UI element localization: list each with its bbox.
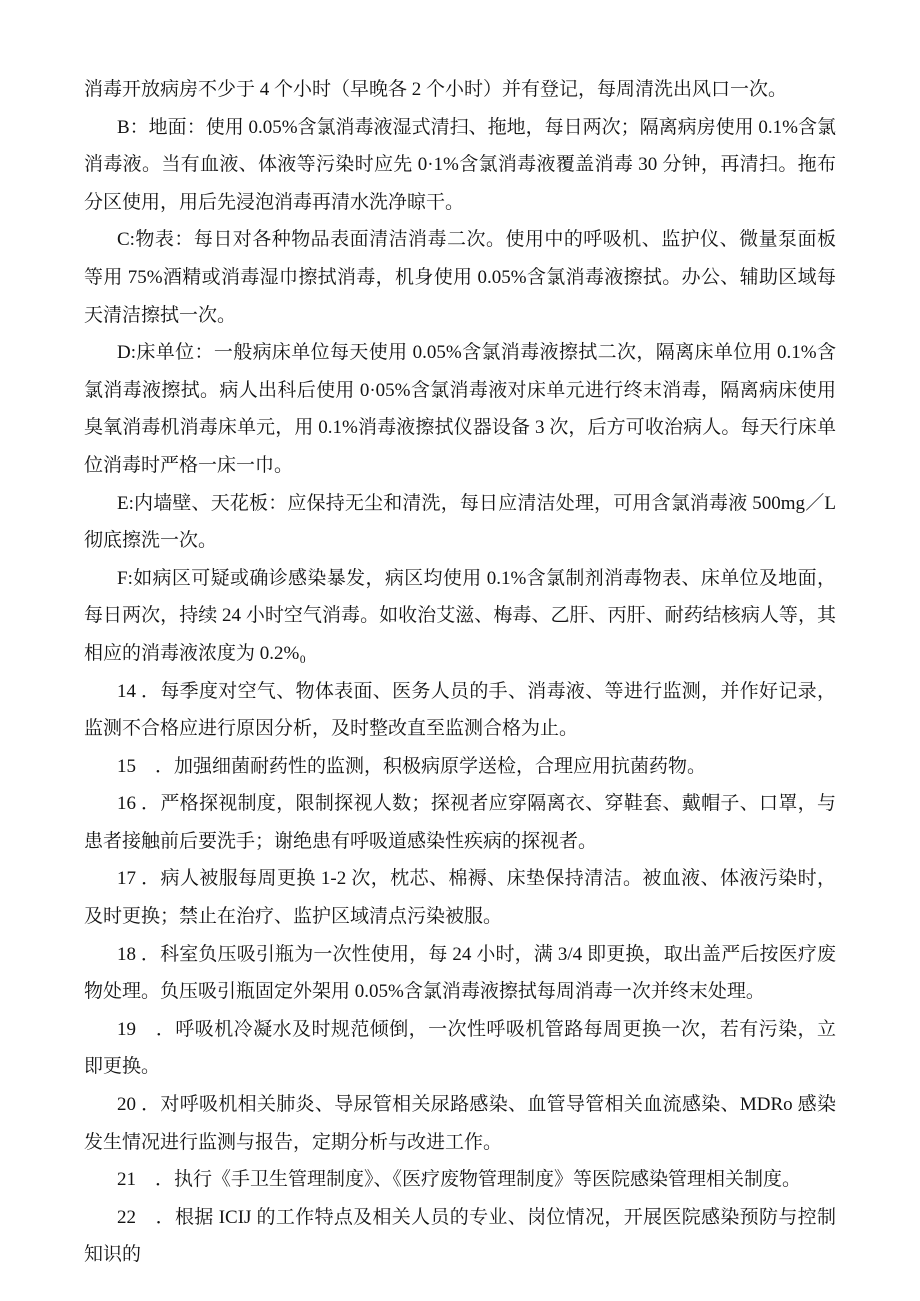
paragraph-b-floors: B：地面：使用 0.05%含氯消毒液湿式清扫、拖地，每日两次；隔离病房使用 0.1%含氯消毒液。当有血液、体液等污染时应先 0·1%含氯消毒液覆盖消毒 30 分钟，再清扫。拖布分区使用，用后先浸泡消毒再清水洗净晾干。 [84, 116, 836, 213]
paragraph-item-15-drug-resistance: 15 ．加强细菌耐药性的监测，积极病原学送检，合理应用抗菌药物。 [117, 755, 707, 777]
paragraph-item-18-suction-bottles: 18 ．科室负压吸引瓶为一次性使用，每 24 小时，满 3/4 即更换，取出盖严后按医疗废物处理。负压吸引瓶固定外架用 0.05%含氯消毒液擦拭每周消毒一次并终末处理。 [84, 943, 836, 1003]
paragraph-air-disinfection-continuation: 消毒开放病房不少于 4 个小时（早晚各 2 个小时）并有登记，每周清洗出风口一次。 [84, 79, 788, 100]
paragraph-c-surfaces: C:物表：每日对各种物品表面清洁消毒二次。使用中的呼吸机、监护仪、微量泵面板等用 75%酒精或消毒湿巾擦拭消毒，机身使用 0.05%含氯消毒液擦拭。办公、辅助区域每天清洁擦拭一次。 [84, 229, 836, 326]
paragraph-f-outbreak: F:如病区可疑或确诊感染暴发，病区均使用 0.1%含氯制剂消毒物表、床单位及地面，每日两次，持续 24 小时空气消毒。如收治艾滋、梅毒、乙肝、丙肝、耐药结核病人等，其相应的消毒液浓度为 0.2%₀ [84, 567, 836, 664]
paragraph-item-17-linens: 17 ．病人被服每周更换 1-2 次，枕芯、棉褥、床垫保持清洁。被血液、体液污染时，及时更换；禁止在治疗、监护区域清点污染被服。 [84, 868, 836, 928]
paragraph-e-walls-ceilings: E:内墙壁、天花板：应保持无尘和清洗，每日应清洁处理，可用含氯消毒液 500mg／L 彻底擦洗一次。 [84, 492, 836, 552]
paragraph-item-20-infection-surveillance: 20 ．对呼吸机相关肺炎、导尿管相关尿路感染、血管导管相关血流感染、MDRo 感染发生情况进行监测与报告，定期分析与改进工作。 [84, 1094, 836, 1153]
paragraph-d-bed-units: D:床单位：一般病床单位每天使用 0.05%含氯消毒液擦拭二次，隔离床单位用 0.1%含氯消毒液擦拭。病人出科后使用 0·05%含氯消毒液对床单元进行终末消毒，隔离病床使用臭氧消毒机消毒床单元，用 0.1%消毒液擦拭仪器设备 3 次，后方可收治病人。每天行床单位消毒时严格一床一巾。 [84, 342, 836, 476]
paragraph-item-19-ventilator-condensate: 19 ．呼吸机冷凝水及时规范倾倒，一次性呼吸机管路每周更换一次，若有污染，立即更换。 [84, 1018, 836, 1078]
paragraph-item-21-hand-hygiene-systems: 21 ．执行《手卫生管理制度》、《医疗废物管理制度》等医院感染管理相关制度。 [117, 1169, 802, 1191]
paragraph-item-14-monitoring: 14 ．每季度对空气、物体表面、医务人员的手、消毒液、等进行监测，并作好记录，监测不合格应进行原因分析，及时整改直至监测合格为止。 [84, 680, 836, 740]
paragraph-item-22-training: 22 ．根据 ICIJ 的工作特点及相关人员的专业、岗位情况，开展医院感染预防与控制知识的 [84, 1206, 836, 1266]
paragraph-item-16-visiting-rules: 16 ．严格探视制度，限制探视人数；探视者应穿隔离衣、穿鞋套、戴帽子、口罩，与患者接触前后要洗手；谢绝患有呼吸道感染性疾病的探视者。 [84, 793, 836, 852]
